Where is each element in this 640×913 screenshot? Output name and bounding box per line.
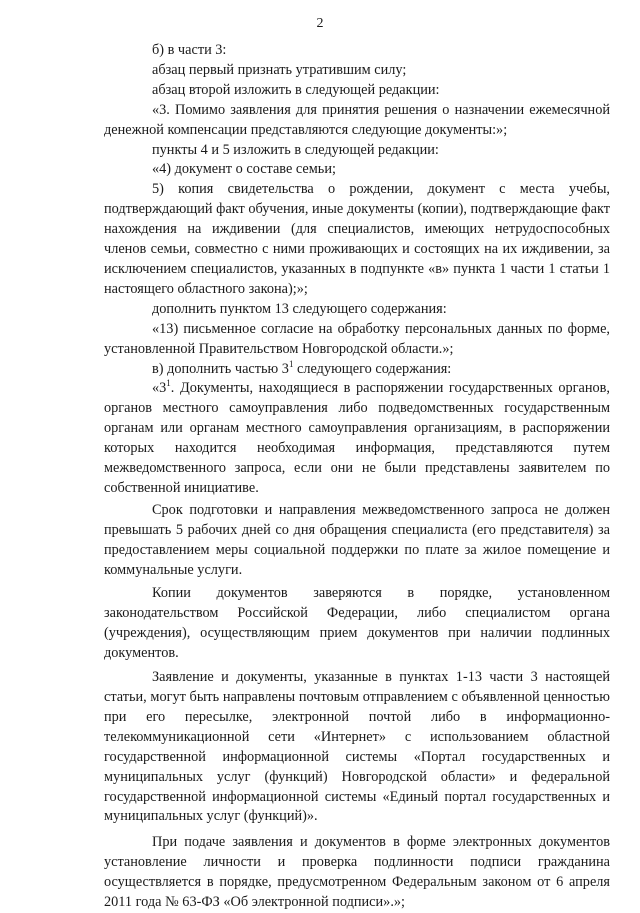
paragraph-part-b: б) в части 3: (152, 42, 227, 58)
paragraph-electronic: При подаче заявления и документов в форме электронных документов установление личности и проверка подлинности подписи гражданина осуществляется в порядке, предусмотренном Федеральным законом от 6 апреля 2011 года № 63-ФЗ «Об электронной подписи».»; (104, 834, 610, 911)
paragraph-item-5: 5) копия свидетельства о рождении, документ с места учебы, подтверждающий факт обучения, иные документы (копии), подтверждающие факт нахождения на иждивении (для специалистов, имеющих нетрудоспособных членов семьи, совместно с ними проживающих и состоящих на их иждивении, за исключением специалистов, указанных в подпункте «в» пункта 1 части 1 статьи 1 настоящего областного закона);»; (104, 181, 610, 297)
paragraph-item-13: «13) письменное согласие на обработку персональных данных по форме, установленной Правительством Новгородской области.»; (104, 320, 610, 357)
part-3-1-after: . Документы, находящиеся в распоряжении государственных органов, органов местного самоуправления либо подведомственных государственным органам или органам местного самоуправления организациям, в распоряжении которых находится необходимая информация, представляются путем межведомственного запроса, если они не были представлены заявителем по собственной инициативе. (104, 380, 610, 496)
paragraph-abzac-2: абзац второй изложить в следующей редакции: (152, 81, 440, 98)
part-v-after: следующего содержания: (293, 360, 452, 377)
paragraph-item-4: «4) документ о составе семьи; (152, 161, 336, 178)
paragraph-deadline: Срок подготовки и направления межведомственного запроса не должен превышать 5 рабочих дней со дня обращения специалиста (его представителя) за предоставлением меры социальной поддержки по плате за жилое помещение и коммунальные услуги. (104, 501, 610, 578)
paragraph-copies: Копии документов заверяются в порядке, установленном законодательством Российской Федерации, либо специалистом органа (учреждения), осуществляющим прием документов при наличии подлинных документов. (104, 585, 610, 662)
part-v-superscript: 1 (288, 358, 294, 369)
paragraph-add-item-13: дополнить пунктом 13 следующего содержания: (152, 300, 447, 317)
part-3-1-superscript: 1 (166, 378, 171, 389)
paragraph-part-3-text: «3. Помимо заявления для принятия решения о назначении ежемесячной денежной компенсации представляются следующие документы:»; (104, 101, 610, 138)
page-number: 2 (316, 16, 324, 31)
paragraph-part-3-1 (104, 379, 610, 498)
paragraph-submission: Заявление и документы, указанные в пунктах 1-13 части 3 настоящей статьи, могут быть направлены почтовым отправлением с объявленной ценностью при его пересылке, электронной почтой либо в информационно-телекоммуникационной сети «Интернет» с использованием областной государственной информационной системы «Портал государственных и муниципальных услуг (функций) Новгородской области» и федеральной государственной информационной системы «Единый портал государственных и муниципальных услуг (функций)». (104, 669, 610, 825)
paragraph-items-4-5: пункты 4 и 5 изложить в следующей редакции: (152, 141, 439, 158)
paragraph-abzac-1: абзац первый признать утратившим силу; (152, 61, 407, 78)
paragraph-part-v (104, 360, 610, 380)
document-body (104, 41, 610, 913)
part-3-1-before: «3 (152, 380, 167, 397)
part-v-before: в) дополнить частью 3 (152, 360, 289, 377)
